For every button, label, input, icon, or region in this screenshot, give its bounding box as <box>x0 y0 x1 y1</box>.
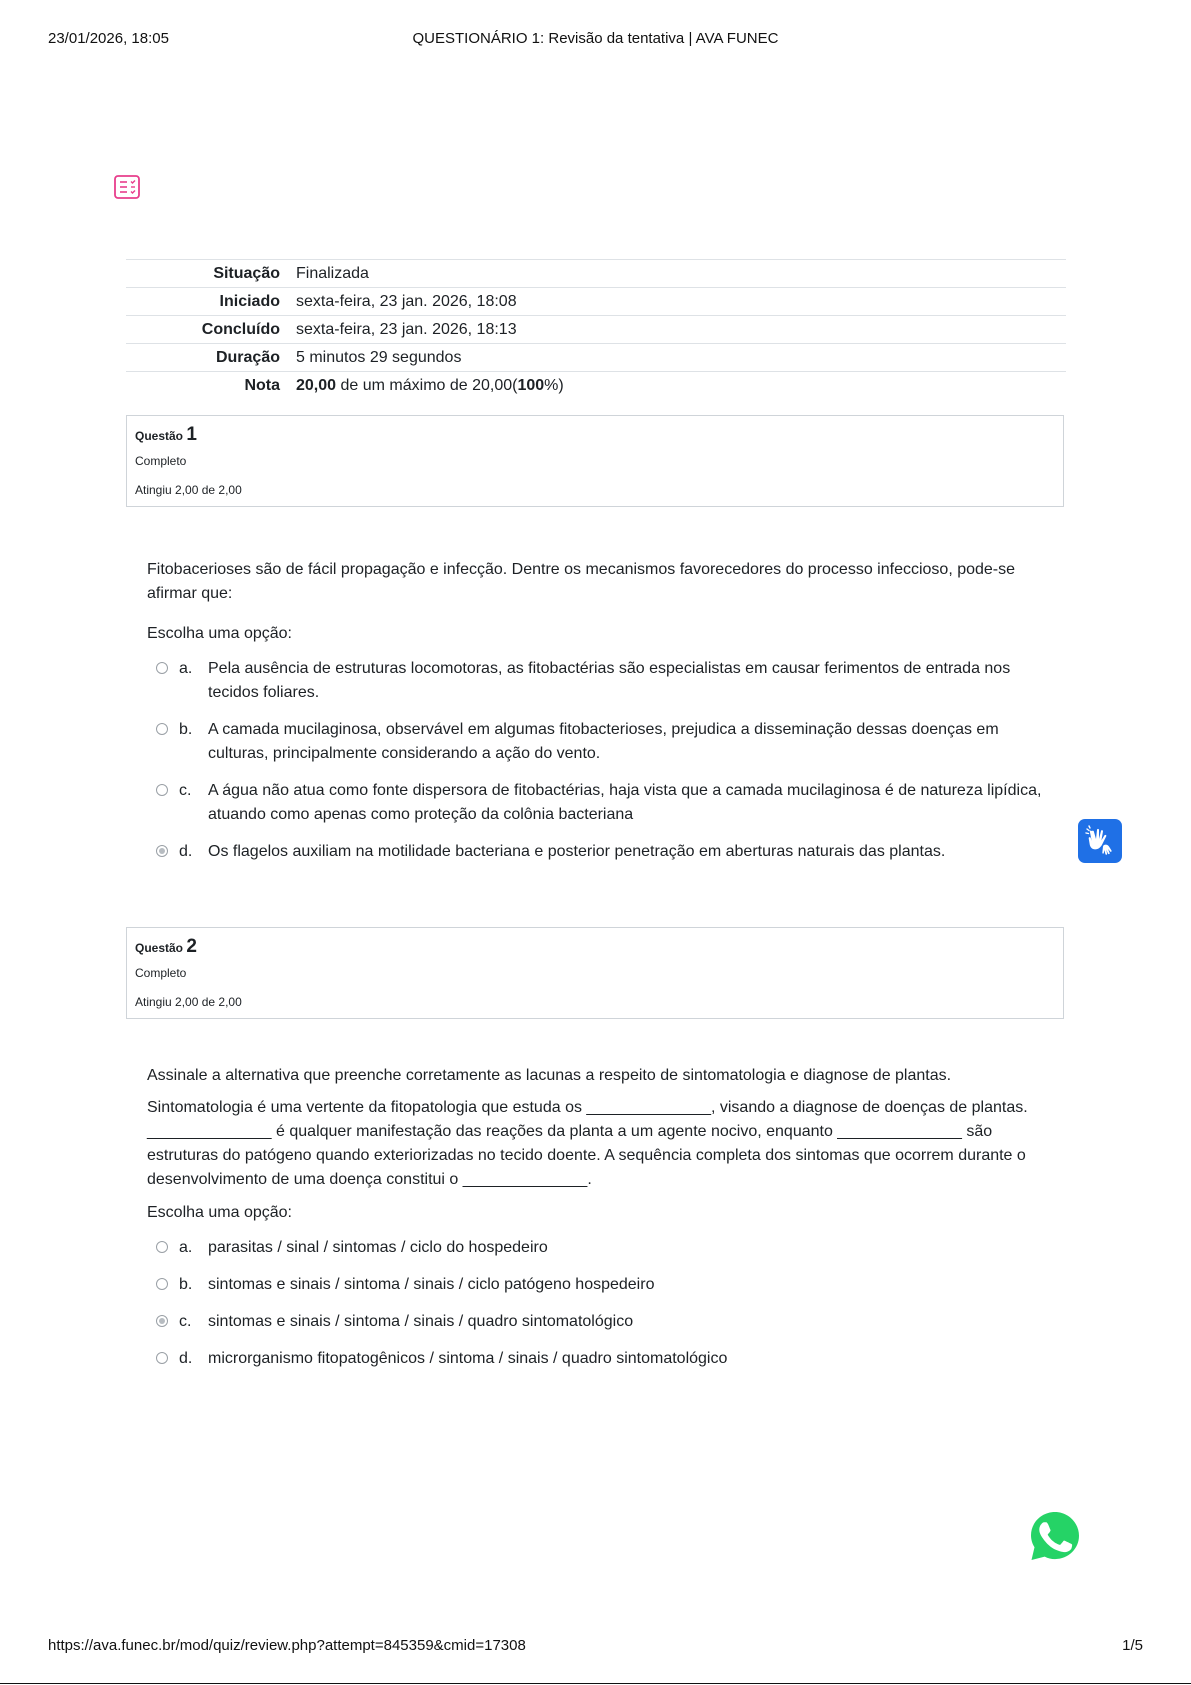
question-prompt-detail: Sintomatologia é uma vertente da fitopatologia que estuda os ______________, visando a diagnose de doenças de plantas. ______________ é qualquer manifestação das reações da planta a um agente nocivo, enquanto ______________ são estruturas do patógeno quando exteriorizadas no tecido doente. A sequência completa dos sintomas que ocorrem durante o desenvolvimento de uma doença constitui o ______________. <box>147 1099 1028 1188</box>
radio-button[interactable] <box>156 784 168 796</box>
answer-option[interactable] <box>147 657 1047 705</box>
answer-option-selected[interactable] <box>147 1310 1047 1334</box>
answer-option[interactable] <box>147 779 1047 827</box>
print-url: https://ava.funec.br/mod/quiz/review.php?attempt=845359&cmid=17308 <box>48 1637 526 1654</box>
question-grade: Atingiu 2,00 de 2,00 <box>135 483 242 497</box>
answer-text: sintomas e sinais / sintoma / sinais / ciclo patógeno hospedeiro <box>208 1276 655 1293</box>
answer-text: Pela ausência de estruturas locomotoras, as fitobactérias são especialistas em causar ferimentos de entrada nos tecidos foliares. <box>208 660 1011 701</box>
print-header <box>48 30 1143 52</box>
grade-percent: 100 <box>517 376 545 394</box>
question-prompt: Fitobacerioses são de fácil propagação e infecção. Dentre os mecanismos favorecedores do processo infeccioso, pode-se afirmar que: <box>147 561 1016 602</box>
summary-row-started <box>126 288 1066 316</box>
question-content <box>147 558 1047 877</box>
answer-letter: d. <box>179 843 193 860</box>
summary-value: Finalizada <box>296 260 1066 288</box>
answer-letter: a. <box>179 1239 193 1256</box>
sign-language-icon <box>1078 819 1122 863</box>
summary-label: Nota <box>126 372 296 400</box>
summary-row-grade <box>126 372 1066 400</box>
summary-label: Situação <box>126 260 296 288</box>
radio-button[interactable] <box>156 1278 168 1290</box>
summary-label: Iniciado <box>126 288 296 316</box>
answer-text: sintomas e sinais / sintoma / sinais / quadro sintomatológico <box>208 1313 634 1330</box>
whatsapp-button[interactable] <box>1028 1509 1082 1563</box>
question-info-box <box>126 415 1064 507</box>
answer-text: A camada mucilaginosa, observável em algumas fitobacterioses, prejudica a disseminação dessas doenças em culturas, principalmente considerando a ação do vento. <box>208 721 999 762</box>
radio-button[interactable] <box>156 662 168 674</box>
answer-option[interactable] <box>147 1347 1047 1371</box>
question-num: 1 <box>186 424 197 445</box>
choose-option-label: Escolha uma opção: <box>147 1204 292 1221</box>
grade-score: 20,00 <box>296 376 337 394</box>
answer-option[interactable] <box>147 718 1047 766</box>
answer-letter: a. <box>179 660 193 677</box>
print-page-title: QUESTIONÁRIO 1: Revisão da tentativa | AVA FUNEC <box>412 30 779 47</box>
summary-label: Concluído <box>126 316 296 344</box>
grade-end: %) <box>544 376 564 394</box>
summary-label: Duração <box>126 344 296 372</box>
summary-value: sexta-feira, 23 jan. 2026, 18:08 <box>296 288 1066 316</box>
radio-button[interactable] <box>156 723 168 735</box>
grade-mid: de um máximo de 20,00( <box>336 376 518 394</box>
answer-text: parasitas / sinal / sintomas / ciclo do hospedeiro <box>208 1239 548 1256</box>
answer-text: Os flagelos auxiliam na motilidade bacteriana e posterior penetração em aberturas naturais das plantas. <box>208 843 946 860</box>
answer-option[interactable] <box>147 1273 1047 1297</box>
answer-option-selected[interactable] <box>147 840 1047 864</box>
radio-button-checked[interactable] <box>156 1315 168 1327</box>
summary-row-completed <box>126 316 1066 344</box>
question-number <box>135 936 197 958</box>
answer-text: A água não atua como fonte dispersora de fitobactérias, haja vista que a camada mucilaginosa é de natureza lipídica, atuando como apenas como proteção da colônia bacteriana <box>208 782 1042 823</box>
question-content <box>147 1064 1047 1384</box>
question-grade: Atingiu 2,00 de 2,00 <box>135 995 242 1009</box>
question-info-box <box>126 927 1064 1019</box>
answer-option[interactable] <box>147 1236 1047 1260</box>
question-label: Questão <box>135 429 184 443</box>
question-number <box>135 424 197 446</box>
summary-value: 5 minutos 29 segundos <box>296 344 1066 372</box>
radio-button[interactable] <box>156 1352 168 1364</box>
answer-letter: b. <box>179 721 193 738</box>
attempt-summary-table <box>126 259 1066 399</box>
question-state: Completo <box>135 966 187 980</box>
choose-option-label: Escolha uma opção: <box>147 625 292 642</box>
answer-letter: c. <box>179 782 192 799</box>
answer-letter: b. <box>179 1276 193 1293</box>
radio-button-checked[interactable] <box>156 845 168 857</box>
quiz-navigation-icon[interactable] <box>114 175 140 199</box>
print-page-number: 1/5 <box>1122 1637 1143 1654</box>
question-state: Completo <box>135 454 187 468</box>
answer-letter: d. <box>179 1350 193 1367</box>
question-num: 2 <box>186 936 197 957</box>
question-label: Questão <box>135 941 184 955</box>
summary-value: sexta-feira, 23 jan. 2026, 18:13 <box>296 316 1066 344</box>
page-edge-divider <box>0 1683 1191 1684</box>
summary-row-status <box>126 260 1066 288</box>
radio-button[interactable] <box>156 1241 168 1253</box>
whatsapp-icon <box>1028 1509 1082 1563</box>
sign-language-button[interactable] <box>1078 819 1122 863</box>
answer-text: microrganismo fitopatogênicos / sintoma / sinais / quadro sintomatológico <box>208 1350 728 1367</box>
answer-letter: c. <box>179 1313 192 1330</box>
summary-value <box>296 372 1066 400</box>
question-prompt: Assinale a alternativa que preenche corretamente as lacunas a respeito de sintomatologia e diagnose de plantas. <box>147 1067 952 1084</box>
print-datetime: 23/01/2026, 18:05 <box>48 30 169 47</box>
summary-row-duration <box>126 344 1066 372</box>
